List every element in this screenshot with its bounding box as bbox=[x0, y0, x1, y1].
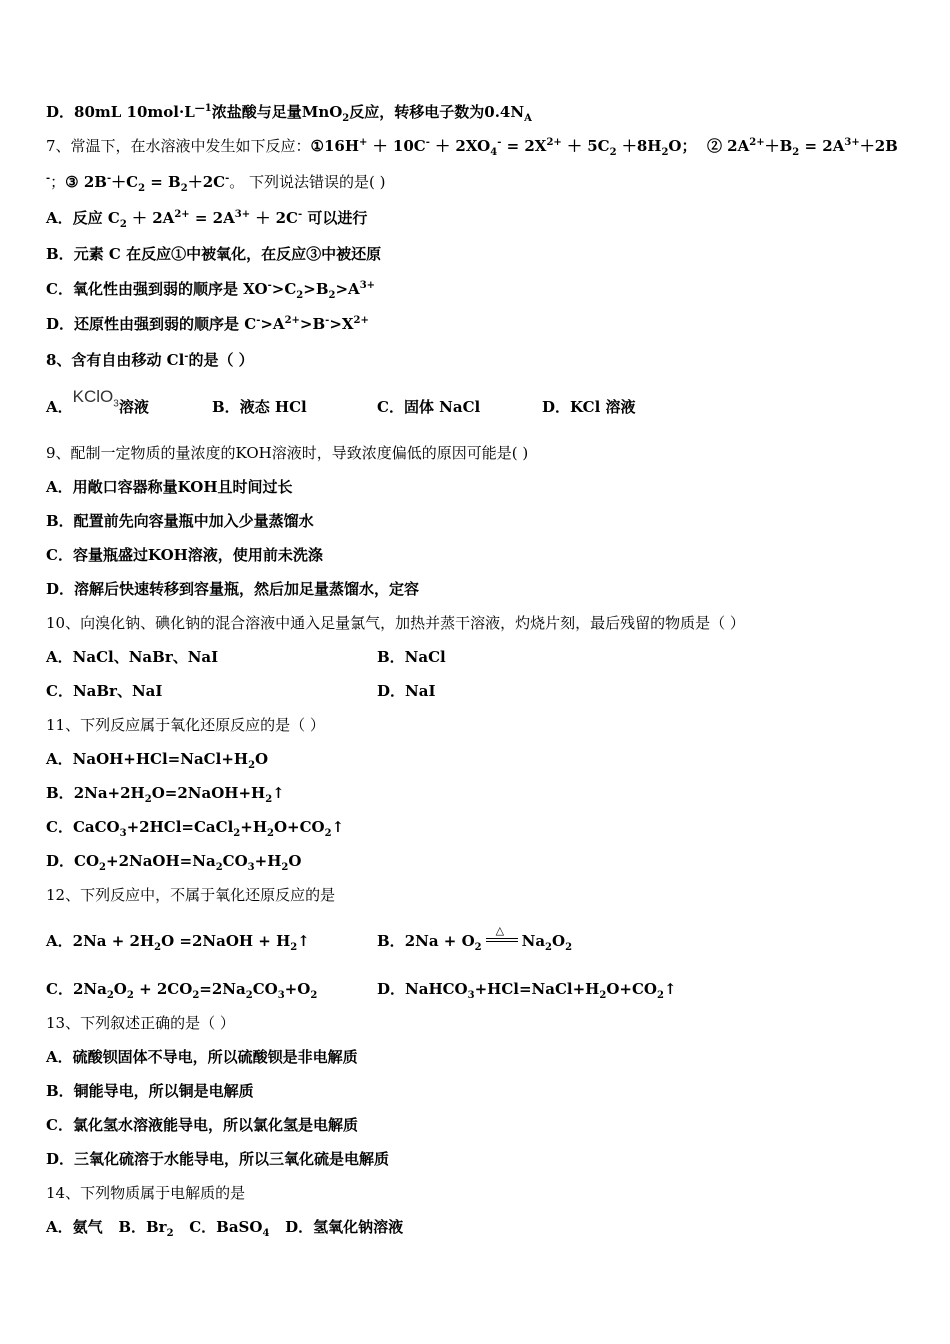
q9-option-b: B．配置前先向容量瓶中加入少量蒸馏水 bbox=[46, 512, 314, 530]
q10-option-c: C．NaBr、NaI bbox=[46, 682, 163, 700]
q10-option-d: D．NaI bbox=[377, 682, 436, 700]
q14-stem: 14、下列物质属于电解质的是 bbox=[46, 1184, 246, 1202]
q8-option-d: D．KCl 溶液 bbox=[542, 398, 636, 416]
q12-option-b: B．$2Na + O_2$ △ $Na_2O_2$ bbox=[377, 924, 573, 953]
q8-option-a: A．KClO$_3$溶液 bbox=[46, 387, 149, 416]
q9-option-d: D．溶解后快速转移到容量瓶，然后加足量蒸馏水，定容 bbox=[46, 580, 420, 598]
q9-stem: 9、配制一定物质的量浓度的KOH溶液时，导致浓度偏低的原因可能是( ) bbox=[46, 444, 529, 462]
q7-option-b: B．元素 C 在反应①中被氧化，在反应③中被还原 bbox=[46, 245, 382, 263]
q8-stem: 8、含有自由移动 Cl-的是（ ） bbox=[46, 351, 254, 369]
q13-option-c: C．氯化氢水溶液能导电，所以氯化氢是电解质 bbox=[46, 1116, 358, 1134]
q7-option-d: D．还原性由强到弱的顺序是 $C^->A^{2+}>B^->X^{2+}$ bbox=[46, 315, 369, 333]
q13-option-a: A．硫酸钡固体不导电，所以硫酸钡是非电解质 bbox=[46, 1048, 358, 1066]
q9-option-a: A．用敞口容器称量KOH且时间过长 bbox=[46, 478, 293, 496]
q7-stem-line1: 7、常温下，在水溶液中发生如下反应：①16H+ ＋ $10C^- + 2XO_4^- = 2X^{2+} + 5C_2 +8H_2O$； ② $2A^{2+}+B_2 = 2A^{3+}+2B$ bbox=[46, 137, 898, 158]
kclo3-formula-image: KClO$_3$ bbox=[72, 387, 119, 410]
q13-option-b: B．铜能导电，所以铜是电解质 bbox=[46, 1082, 254, 1100]
q13-option-d: D．三氧化硫溶于水能导电，所以三氧化硫是电解质 bbox=[46, 1150, 390, 1168]
q8-option-c: C．固体 NaCl bbox=[377, 398, 481, 416]
q13-stem: 13、下列叙述正确的是（ ） bbox=[46, 1014, 235, 1032]
q7-option-a: A．反应 $C_2 + 2A^{2+} = 2A^{3+} + 2C^-$ 可以进行 bbox=[46, 209, 368, 230]
q9-option-c: C．容量瓶盛过KOH溶液，使用前未洗涤 bbox=[46, 546, 323, 564]
q6-option-d: D．80mL $10mol\cdot L^{—1}$浓盐酸与足量MnO$_2$反应，转移电子数为$0.4N_A$ bbox=[46, 103, 532, 124]
q11-option-c: C．$CaCO_3+2HCl=CaCl_2+H_2O+CO_2↑$ bbox=[46, 818, 345, 839]
q7-option-c: C．氧化性由强到弱的顺序是 $XO^->C_2>B_2>A^{3+}$ bbox=[46, 280, 376, 301]
heating-arrow: △ bbox=[486, 933, 518, 951]
q10-stem: 10、向溴化钠、碘化钠的混合溶液中通入足量氯气，加热并蒸干溶液，灼烧片刻，最后残留的物质是（ ） bbox=[46, 614, 745, 632]
q8-option-b: B．液态 HCl bbox=[212, 398, 307, 416]
q10-option-b: B．NaCl bbox=[377, 648, 446, 666]
q12-stem: 12、下列反应中，不属于氧化还原反应的是 bbox=[46, 886, 336, 904]
q11-option-d: D．$CO_2+2NaOH=Na_2CO_3+H_2O$ bbox=[46, 852, 302, 873]
q12-option-c: C．$2Na_2O_2 + 2CO_2=2Na_2CO_3+O_2$ bbox=[46, 980, 318, 1001]
q11-stem: 11、下列反应属于氧化还原反应的是（ ） bbox=[46, 716, 325, 734]
q12-option-a: A．$2Na + 2H_2O$ =2NaOH + $H_2↑$ bbox=[46, 932, 310, 953]
q7-stem-line2: -；③ $2B^-+C_2 = B_2+2C^-$。 下列说法错误的是( ) bbox=[46, 173, 386, 194]
q14-options: A．氨气 B．$Br_2$ C．BaSO$_4$ D．氢氧化钠溶液 bbox=[46, 1218, 404, 1239]
q11-option-b: B．$2Na+2H_2O=2NaOH+H_2↑$ bbox=[46, 784, 285, 805]
q10-option-a: A．NaCl、NaBr、NaI bbox=[46, 648, 219, 666]
q12-option-d: D．$NaHCO_3+HCl=NaCl+H_2O+CO_2↑$ bbox=[377, 980, 677, 1001]
q11-option-a: A．$NaOH+HCl=NaCl+H_2O$ bbox=[46, 750, 269, 771]
